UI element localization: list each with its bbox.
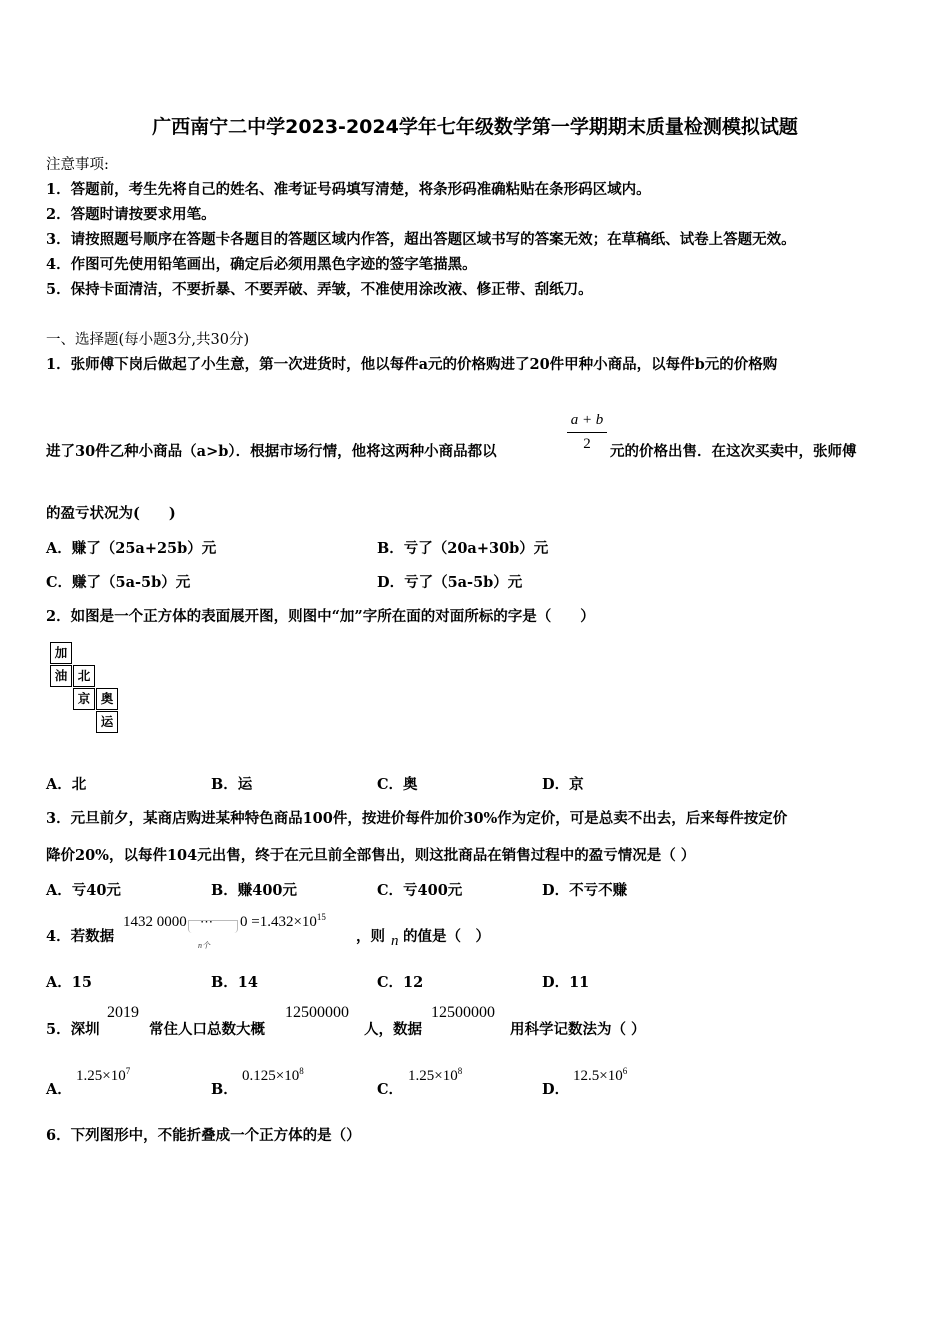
- q5-option-b-value[interactable]: [242, 1068, 304, 1085]
- net-face-jing: 京: [73, 688, 95, 710]
- q5-number-2: 12500000: [431, 1004, 495, 1021]
- q5-option-c-label[interactable]: C．: [377, 1081, 404, 1098]
- q5-option-d-exponent: 6: [622, 1066, 628, 1076]
- net-face-ao: 奥: [96, 688, 118, 710]
- q5-option-a-base: 1.25×10: [76, 1068, 126, 1084]
- q4-equation-exponent: 15: [316, 912, 326, 922]
- q3-line2: 降价20%，以每件104元出售，终于在元旦前全部售出，则这批商品在销售过程中的盈亏情况是（ ）: [46, 847, 696, 864]
- notice-item: 4．作图可先使用铅笔画出，确定后必须用黑色字迹的签字笔描黑。: [46, 256, 477, 273]
- q2-option-a[interactable]: A．北: [46, 776, 87, 793]
- q5-part3: 人，数据: [364, 1021, 422, 1038]
- q4-math-equation: [240, 914, 326, 931]
- q5-option-b-label[interactable]: B．: [211, 1081, 238, 1098]
- q5-option-a-value[interactable]: [76, 1068, 130, 1085]
- q1-option-b[interactable]: B．亏了（20a+30b）元: [377, 540, 549, 557]
- q5-year: 2019: [107, 1004, 139, 1021]
- q2-option-b[interactable]: B．运: [211, 776, 253, 793]
- notice-item: 5．保持卡面清洁，不要折暴、不要弄破、弄皱，不准使用涂改液、修正带、刮纸刀。: [46, 281, 593, 298]
- q1-line2-before: 进了30件乙种小商品（a>b）．根据市场行情，他将这两种小商品都以: [46, 443, 497, 460]
- q3-option-a[interactable]: A．亏40元: [46, 882, 121, 899]
- fraction-numerator: a + b: [570, 412, 604, 428]
- q5-number-1: 12500000: [285, 1004, 349, 1021]
- q5-option-d-label[interactable]: D．: [542, 1081, 570, 1098]
- q4-math-dots: ⋯: [200, 914, 214, 929]
- q5-option-b-base: 0.125×10: [242, 1068, 300, 1084]
- net-face-bei: 北: [73, 665, 95, 687]
- net-face-yun: 运: [96, 711, 118, 733]
- q5-part2: 常住人口总数大概: [149, 1021, 265, 1038]
- q4-var-n: n: [391, 933, 399, 949]
- q1-fraction: [567, 412, 607, 453]
- net-face-jia: 加: [50, 642, 72, 664]
- q1-line1: 1．张师傅下岗后做起了小生意，第一次进货时，他以每件a元的价格购进了20件甲种小商品，以每件b元的价格购: [46, 356, 778, 373]
- q4-math-digits: 1432 0000: [123, 914, 187, 930]
- q4-middle: ，则: [356, 928, 385, 945]
- q1-option-a[interactable]: A．赚了（25a+25b）元: [46, 540, 217, 557]
- q3-option-d[interactable]: D．不亏不赚: [542, 882, 628, 899]
- q5-option-d-value[interactable]: [573, 1068, 627, 1085]
- q4-option-d[interactable]: D．11: [542, 974, 590, 991]
- q5-option-a-label[interactable]: A．: [46, 1081, 72, 1098]
- q4-option-b[interactable]: B．14: [211, 974, 258, 991]
- q1-line2-after: 元的价格出售．在这次买卖中，张师傅: [610, 443, 857, 460]
- q3-line1: 3．元旦前夕，某商店购进某种特色商品100件，按进价每件加价30%作为定价，可是总卖不出去，后来每件按定价: [46, 810, 788, 827]
- net-face-you: 油: [50, 665, 72, 687]
- section-heading: 一、选择题(每小题3分,共30分): [46, 332, 250, 348]
- q5-option-c-exponent: 8: [457, 1066, 463, 1076]
- q4-prefix: 4．若数据: [46, 928, 115, 945]
- notice-item: 3．请按照题号顺序在答题卡各题目的答题区域内作答，超出答题区域书写的答案无效；在草稿纸、试卷上答题无效。: [46, 231, 796, 248]
- q1-option-c[interactable]: C．赚了（5a-5b）元: [46, 574, 191, 591]
- q3-option-c[interactable]: C．亏400元: [377, 882, 463, 899]
- q5-option-d-base: 12.5×10: [573, 1068, 623, 1084]
- q2-text: 2．如图是一个正方体的表面展开图，则图中“加”字所在面的对面所标的字是（ ）: [46, 608, 595, 625]
- q5-part1: 5．深圳: [46, 1021, 100, 1038]
- q1-line3: 的盈亏状况为( ): [46, 505, 176, 522]
- q6-text: 6．下列图形中，不能折叠成一个正方体的是（）: [46, 1127, 361, 1144]
- q4-equation-base: 0 =1.432×10: [240, 914, 317, 930]
- q4-suffix: 的值是（ ）: [403, 928, 490, 945]
- notice-item: 1．答题前，考生先将自己的姓名、准考证号码填写清楚，将条形码准确粘贴在条形码区域内。: [46, 181, 651, 198]
- q4-option-c[interactable]: C．12: [377, 974, 424, 991]
- q2-option-c[interactable]: C．奥: [377, 776, 418, 793]
- q2-option-d[interactable]: D．京: [542, 776, 584, 793]
- q4-option-a[interactable]: A．15: [46, 974, 92, 991]
- notice-item: 2．答题时请按要求用笔。: [46, 206, 216, 223]
- q1-option-d[interactable]: D．亏了（5a-5b）元: [377, 574, 523, 591]
- q4-underbrace: [188, 920, 238, 933]
- page-title: 广西南宁二中学2023-2024学年七年级数学第一学期期末质量检测模拟试题: [152, 116, 798, 138]
- q4-underbrace-label: n个: [198, 941, 210, 950]
- q5-part4: 用科学记数法为（ ）: [510, 1021, 646, 1038]
- notice-heading: 注意事项:: [46, 157, 109, 173]
- q3-option-b[interactable]: B．赚400元: [211, 882, 298, 899]
- q5-option-a-exponent: 7: [125, 1066, 131, 1076]
- q5-option-c-value[interactable]: [408, 1068, 462, 1085]
- q5-option-c-base: 1.25×10: [408, 1068, 458, 1084]
- q5-option-b-exponent: 8: [299, 1066, 304, 1076]
- fraction-bar: [567, 432, 607, 433]
- fraction-denominator: 2: [583, 436, 591, 452]
